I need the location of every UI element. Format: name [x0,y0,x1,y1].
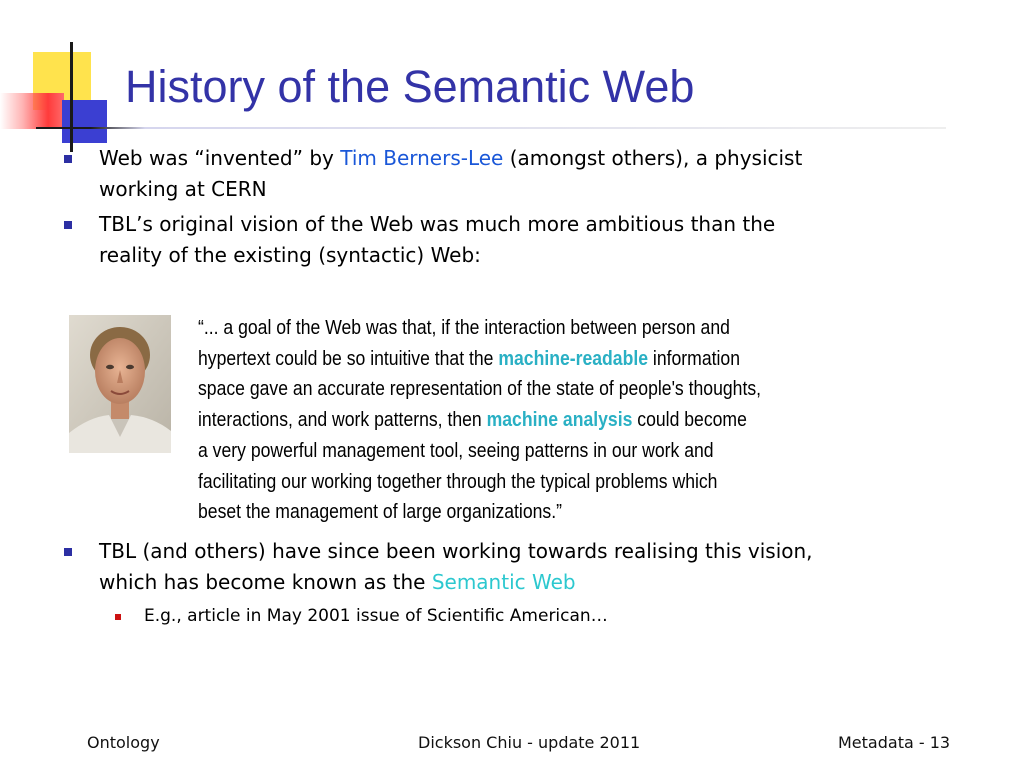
tim-berners-lee-photo [69,315,171,453]
bullet-text: TBL (and others) have since been working towards realising this vision, [99,539,813,563]
bullet-item [99,536,939,598]
footer-left-text: Ontology [87,733,160,752]
bullet-text: TBL’s original vision of the Web was much more ambitious than the [99,212,776,236]
slide-title: History of the Semantic Web [125,61,695,112]
decor-vertical-line [70,42,73,152]
quote-line: beset the management of large organizations.” [198,501,562,524]
sub-bullet-square-icon [115,614,121,620]
decor-blue-square [62,100,107,143]
quote-text: interactions, and work patterns, then [198,409,487,432]
quote-line: space gave an accurate representation of the state of people's thoughts, [198,378,762,401]
sub-bullet-item [144,603,844,629]
sub-bullet-text: E.g., article in May 2001 issue of Scientific American… [144,606,608,626]
quote-line: facilitating our working together through the typical problems which [198,470,718,493]
quote-line: “... a goal of the Web was that, if the interaction between person and [198,317,730,339]
bullet-item [99,209,939,271]
bullet-square-icon [64,221,72,229]
quote-line: a very powerful management tool, seeing patterns in our work and [198,439,714,462]
quote-line [198,344,796,375]
quote-text: information [648,347,740,370]
tim-berners-lee-link[interactable]: Tim Berners-Lee [340,146,504,170]
footer-center-text: Dickson Chiu - update 2011 [418,733,641,752]
tbl-quote [198,313,796,528]
machine-readable-highlight: machine-readable [498,347,649,370]
bullet-square-icon [64,548,72,556]
bullet-text: working at CERN [99,177,267,201]
quote-line [198,405,796,436]
quote-text: could become [632,409,747,432]
machine-analysis-highlight: machine analysis [486,409,633,432]
decor-red-bar [0,93,64,129]
quote-text: hypertext could be so intuitive that the [198,347,499,370]
footer-page-number: Metadata - 13 [838,733,951,752]
title-underline [36,127,946,129]
bullet-square-icon [64,155,72,163]
bullet-text: (amongst others), a physicist [503,146,803,170]
bullet-item [99,143,939,205]
bullet-text: reality of the existing (syntactic) Web: [99,243,481,267]
semantic-web-link[interactable]: Semantic Web [431,570,576,594]
bullet-text: Web was “invented” by [99,146,341,170]
bullet-text: which has become known as the [99,570,432,594]
